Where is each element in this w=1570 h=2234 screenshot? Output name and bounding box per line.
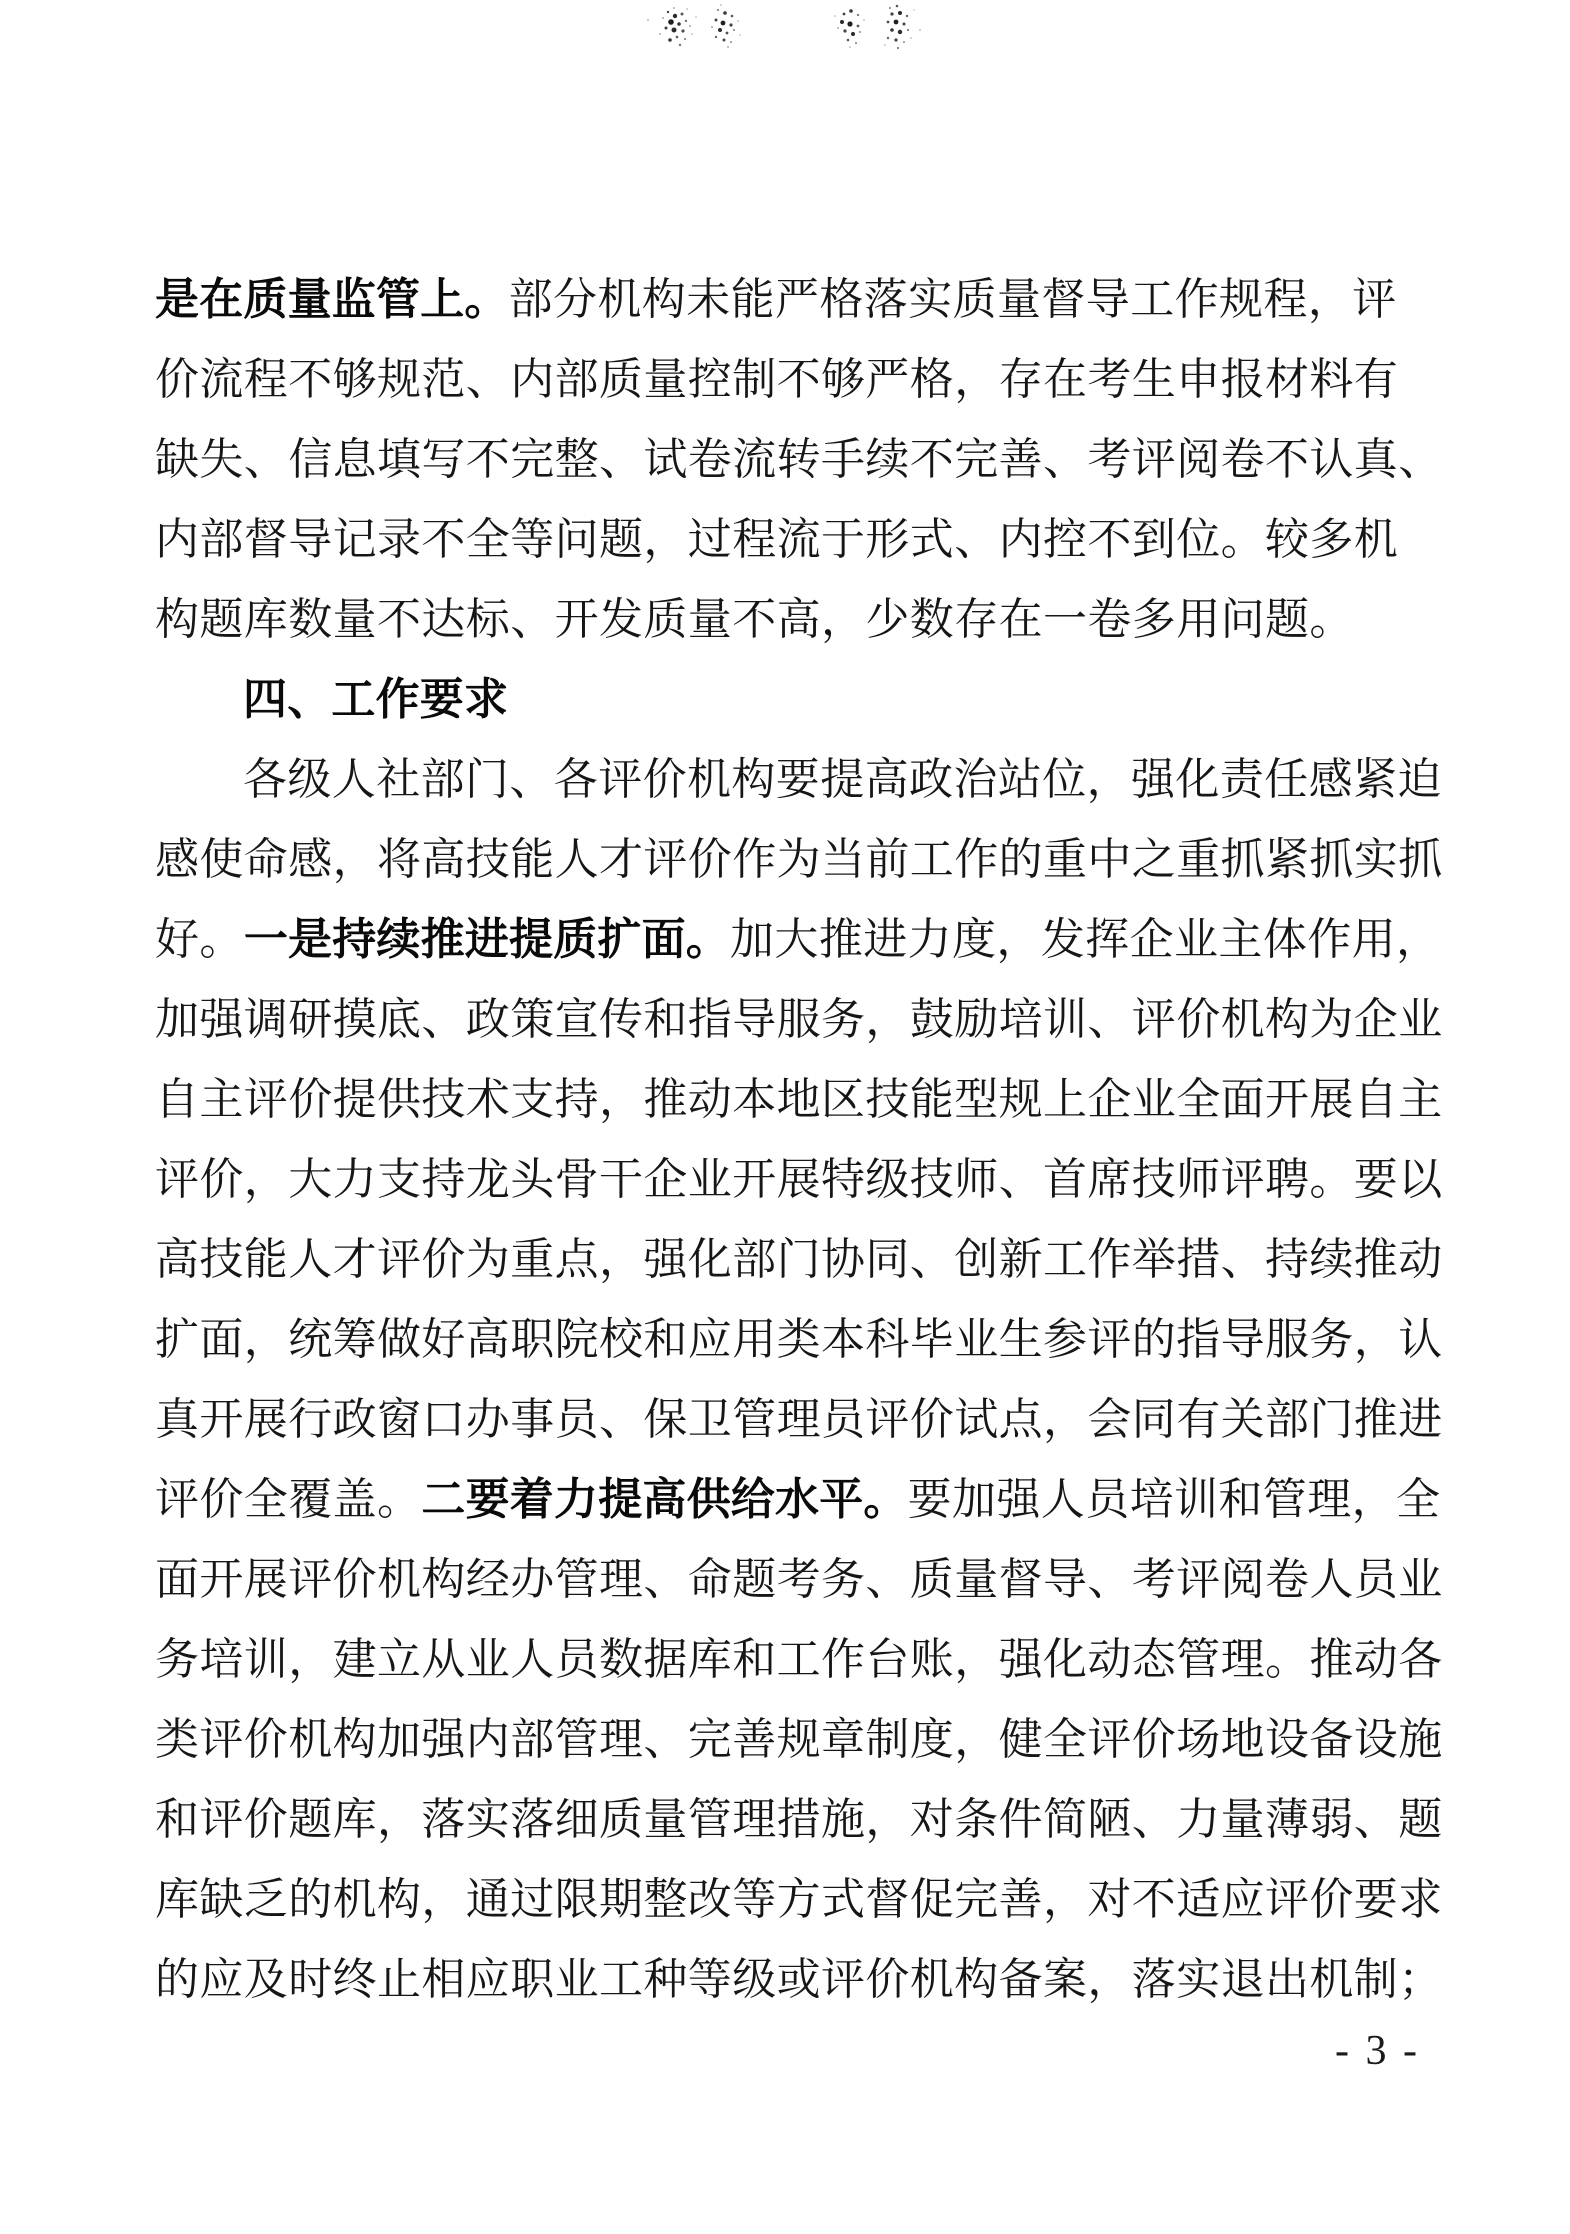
text-line [155,1860,1443,1940]
text-run: 构题库数量不达标、开发质量不高，少数存在一卷多用问题。 [155,595,1354,644]
document-body [155,260,1443,2020]
bold-run: 二要着力提高供给水平。 [421,1474,908,1525]
text-line [155,340,1399,420]
text-run: 真开展行政窗口办事员、保卫管理员评价试点，会同有关部门推进 [155,1395,1443,1444]
text-run: 扩面，统筹做好高职院校和应用类本科毕业生参评的指导服务，认 [155,1315,1443,1364]
text-run: 要加强人员培训和管理，全 [907,1475,1441,1524]
text-run: 自主评价提供技术支持，推动本地区技能型规上企业全面开展自主 [155,1075,1443,1124]
text-run: 缺失、信息填写不完整、试卷流转手续不完善、考评阅卷不认真、 [155,435,1443,484]
text-run: 类评价机构加强内部管理、完善规章制度，健全评价场地设备设施 [155,1715,1443,1764]
text-run: 面开展评价机构经办管理、命题考务、质量督导、考评阅卷人员业 [155,1555,1443,1604]
text-line [155,740,1442,820]
text-run: 加大推进力度，发挥企业主体作用， [730,915,1441,964]
bold-run: 是在质量监管上。 [155,274,509,325]
section-heading [155,660,1391,740]
text-line [155,980,1443,1060]
text-line [155,1700,1443,1780]
text-run: 各级人社部门、各评价机构要提高政治站位，强化责任感紧迫 [243,755,1442,804]
text-run: 和评价题库，落实落细质量管理措施，对条件简陋、力量薄弱、题 [155,1795,1443,1844]
text-line [155,1780,1443,1860]
text-line [155,1300,1443,1380]
text-run: 务培训，建立从业人员数据库和工作台账，强化动态管理。推动各 [155,1635,1443,1684]
text-run: 感使命感，将高技能人才评价作为当前工作的重中之重抓紧抓实抓 [155,835,1443,884]
page-number: - 3 - [1335,2028,1420,2074]
bold-run: 一是持续推进提质扩面。 [243,914,731,965]
text-line [155,1620,1443,1700]
text-line [155,500,1399,580]
text-line [155,420,1443,500]
text-run: 部分机构未能严格落实质量督导工作规程，评 [508,275,1397,324]
text-run: 内部督导记录不全等问题，过程流于形式、内控不到位。较多机 [155,515,1399,564]
text-run: 高技能人才评价为重点，强化部门协同、创新工作举措、持续推动 [155,1235,1443,1284]
text-line [155,1940,1443,2020]
heading-text: 四、工作要求 [243,674,509,725]
text-line [155,1540,1443,1620]
text-line [155,1220,1443,1300]
text-line [155,1140,1443,1220]
text-run: 评价，大力支持龙头骨干企业开展特级技师、首席技师评聘。要以 [155,1155,1443,1204]
text-line [155,1460,1441,1540]
text-line [155,580,1391,660]
text-run: 好。 [155,915,244,964]
text-line [155,820,1443,900]
scan-smudge-artifact [630,0,950,60]
text-run: 的应及时终止相应职业工种等级或评价机构备案，落实退出机制； [155,1955,1443,2004]
text-line [155,260,1397,340]
text-run: 加强调研摸底、政策宣传和指导服务，鼓励培训、评价机构为企业 [155,995,1443,1044]
text-line [155,1060,1443,1140]
text-line [155,1380,1443,1460]
text-run: 评价全覆盖。 [155,1475,422,1524]
text-run: 价流程不够规范、内部质量控制不够严格，存在考生申报材料有 [155,355,1399,404]
text-run: 库缺乏的机构，通过限期整改等方式督促完善，对不适应评价要求 [155,1875,1443,1924]
text-line [155,900,1441,980]
